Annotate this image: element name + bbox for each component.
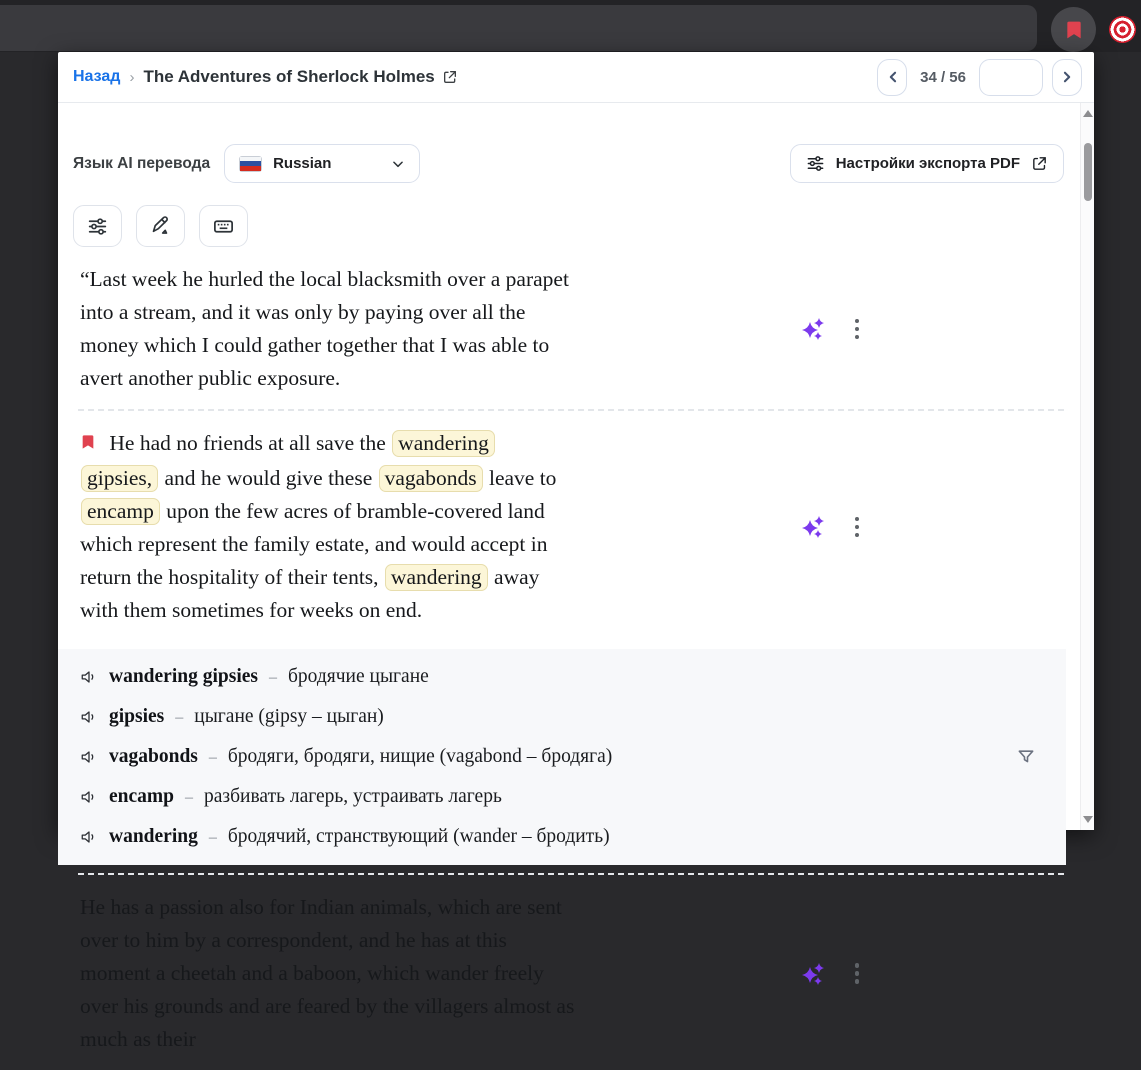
page-title-text: The Adventures of Sherlock Holmes: [143, 67, 435, 86]
paragraph-text: He had no friends at all save the wandering gipsies, and he would give these vagabonds leave to encamp upon the few acres of bramble-covered land which represent the family estate, and would accept in return the hospitality of their tents, wandering away with them sometimes for weeks on end.: [80, 431, 557, 622]
page-title: [143, 67, 457, 87]
paragraph-actions: [580, 427, 1080, 627]
bullseye-icon[interactable]: [1109, 16, 1136, 43]
speaker-icon[interactable]: [80, 708, 98, 726]
bookmark-icon: [80, 429, 96, 462]
vocab-translation: бродячий, странствующий (wander – бродить): [227, 826, 610, 847]
more-menu-icon[interactable]: [855, 963, 860, 984]
modal-header: [58, 52, 1094, 103]
speaker-icon[interactable]: [80, 668, 98, 686]
vocab-translation: разбивать лагерь, устраивать лагерь: [204, 786, 502, 807]
vocab-row: [58, 657, 1066, 697]
paragraph-actions: [580, 891, 1080, 1056]
language-label: Язык AI перевода: [73, 154, 211, 172]
chevron-down-icon: [391, 157, 405, 171]
page-number-input[interactable]: [979, 59, 1043, 96]
vocab-separator: –: [175, 709, 184, 726]
controls-row: [73, 144, 1064, 183]
vocabulary-block: [58, 649, 1066, 865]
ai-sparkle-icon[interactable]: [801, 515, 825, 539]
browser-address-bar[interactable]: [0, 5, 1037, 51]
prev-page-button[interactable]: [877, 59, 907, 96]
scrollbar-down-arrow[interactable]: [1083, 816, 1093, 823]
pencil-icon: [150, 216, 171, 237]
language-select[interactable]: [224, 144, 420, 183]
external-link-icon[interactable]: [442, 69, 458, 85]
russian-flag-icon: [239, 156, 262, 172]
browser-chrome: [0, 0, 1141, 52]
paragraph: [58, 411, 1080, 641]
bookmark-icon: [1064, 19, 1084, 41]
reader-content: [58, 103, 1094, 1051]
highlighted-word[interactable]: encamp: [81, 498, 160, 525]
highlighted-word[interactable]: wandering: [385, 564, 488, 591]
external-link-icon: [1031, 155, 1048, 172]
extension-button[interactable]: [1051, 7, 1096, 52]
sliders-icon: [87, 216, 108, 237]
vocab-row: [58, 817, 1066, 857]
chevron-right-icon: [1063, 71, 1072, 83]
toolbar: [73, 205, 1065, 247]
breadcrumb-separator: ›: [129, 68, 135, 86]
scrollbar: [1080, 103, 1094, 830]
vocab-translation: цыгане (gipsy – цыган): [194, 706, 384, 727]
scrollbar-up-arrow[interactable]: [1083, 110, 1093, 117]
vocab-separator: –: [208, 749, 217, 766]
back-link[interactable]: Назад: [73, 68, 121, 85]
next-page-button[interactable]: [1052, 59, 1082, 96]
vocab-word: vagabonds: [109, 746, 198, 767]
reader-modal: [58, 52, 1094, 1051]
vocab-word: wandering: [109, 826, 198, 847]
vocabulary-list: [58, 657, 1066, 857]
chevron-left-icon: [888, 71, 897, 83]
highlighted-word[interactable]: vagabonds: [379, 465, 483, 492]
highlighted-word[interactable]: gipsies,: [81, 465, 158, 492]
page-position: 34 / 56: [920, 68, 966, 86]
vocab-word: wandering gipsies: [109, 666, 258, 687]
more-menu-icon[interactable]: [855, 517, 860, 538]
paragraph-actions: [580, 263, 1080, 395]
paragraph-text: He has a passion also for Indian animals, which are sent over to him by a correspondent, and he has at this moment a cheetah and a baboon, which wander freely over his grounds and are feared by the villagers almost as much as their: [80, 895, 575, 1051]
pdf-export-button[interactable]: [790, 144, 1064, 183]
vocab-word: gipsies: [109, 706, 165, 727]
vocab-translation: бродяги, бродяги, нищие (vagabond – бродяга): [227, 746, 613, 767]
paragraph: [58, 247, 1080, 409]
ai-sparkle-icon[interactable]: [801, 962, 825, 986]
filter-icon[interactable]: [1016, 747, 1036, 767]
pdf-export-label: Настройки экспорта PDF: [835, 155, 1020, 172]
paragraph-text: “Last week he hurled the local blacksmith over a parapet into a stream, and it was only by paying over all the money which I could gather together that I was able to avert another public exposure.: [80, 267, 569, 390]
pagination: [877, 59, 1082, 96]
language-value: Russian: [273, 155, 332, 172]
vocab-row: [58, 737, 1066, 777]
vocab-row: [58, 697, 1066, 737]
scroll-area: [58, 103, 1080, 1051]
vocab-row: [58, 777, 1066, 817]
highlighted-word[interactable]: wandering: [392, 430, 495, 457]
ai-sparkle-icon[interactable]: [801, 317, 825, 341]
speaker-icon[interactable]: [80, 748, 98, 766]
vocab-word: encamp: [109, 786, 174, 807]
highlight-pen-button[interactable]: [136, 205, 185, 247]
paragraph: [58, 875, 1080, 1070]
text-settings-button[interactable]: [73, 205, 122, 247]
more-menu-icon[interactable]: [855, 319, 860, 340]
keyboard-icon: [212, 215, 235, 238]
vocab-translation: бродячие цыгане: [287, 666, 429, 687]
speaker-icon[interactable]: [80, 828, 98, 846]
vocab-separator: –: [185, 789, 193, 806]
sliders-icon: [806, 154, 825, 173]
vocab-separator: –: [208, 829, 217, 846]
vocab-separator: –: [268, 669, 277, 686]
speaker-icon[interactable]: [80, 788, 98, 806]
keyboard-button[interactable]: [199, 205, 248, 247]
scrollbar-thumb[interactable]: [1084, 143, 1092, 201]
